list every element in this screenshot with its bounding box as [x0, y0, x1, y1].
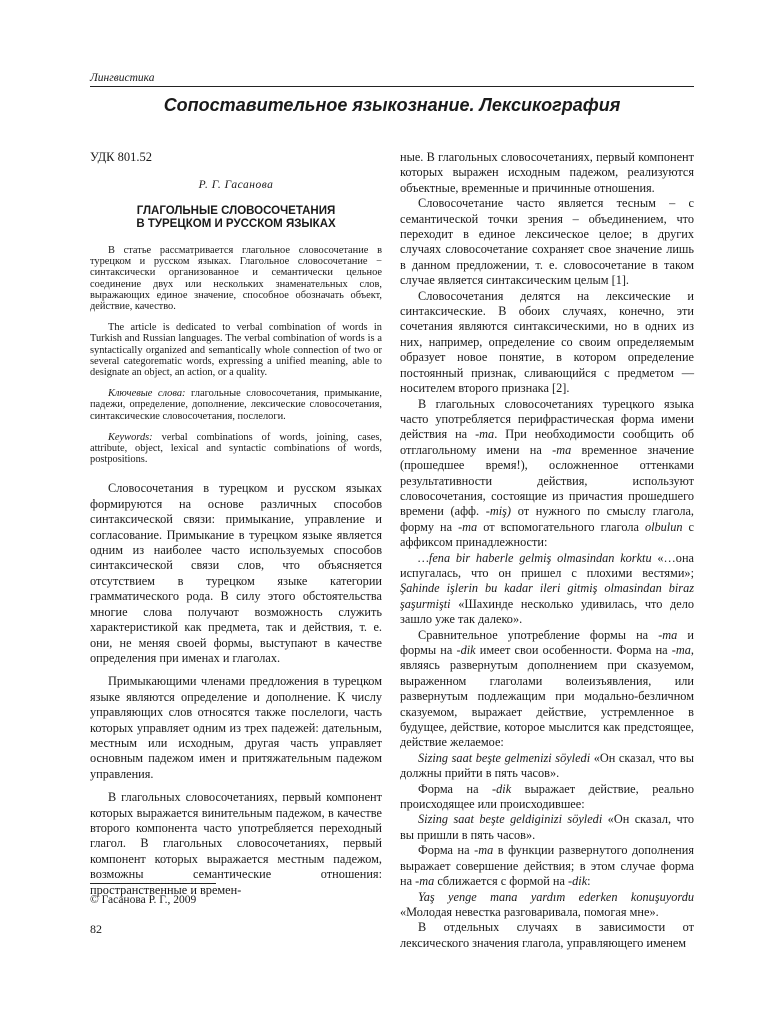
- paragraph: ные. В глагольных словосочетаниях, первый компонент которых выражен исходным падежом, реализуются объектные, временные и причинные отношения.: [400, 150, 694, 195]
- text-run: , являясь развернутым дополнением при сказуемом, выраженном глаголами волеизъявления, или развернутым подлежащим при модально-безличном сказуемом, выражает действие, устремленное в будущее, действие, которое мыслится как предстоящее, действие желаемое:: [400, 643, 694, 750]
- paragraph: Примыкающими членами предложения в турецком языке являются определение и дополнение. К числу управляющих слов относятся также послелоги, часть которых управляет одним из трех падежей: дательным, местным или исходным, другая часть управляет основным падежом имен и притяжательным падежом управления.: [90, 674, 382, 781]
- keywords-ru: [90, 388, 382, 422]
- left-column: [90, 150, 382, 898]
- text-run: в функции развернутого дополнения выражает совершение действия; в этом случае форма на: [400, 843, 694, 889]
- suffix-term: -ma: [415, 874, 435, 889]
- text-run: и формы на: [400, 627, 694, 657]
- text-run: . При необходимости сообщить об отглагольному имени на: [400, 427, 694, 457]
- keywords-en: [90, 432, 382, 466]
- suffix-term: -ma: [474, 843, 494, 858]
- running-head: Лингвистика: [90, 72, 694, 87]
- turkish-example: Sizing saat beşte gelmenizi söyledi: [418, 750, 591, 765]
- article-title-line-1: ГЛАГОЛЬНЫЕ СЛОВОСОЧЕТАНИЯ: [136, 205, 336, 217]
- translation: «…она испугалась, что он пришел с плохими вестями»;: [400, 550, 694, 580]
- paragraph: В отдельных случаях в зависимости от лексического значения глагола, управляющего именем: [400, 920, 694, 950]
- example: [400, 751, 694, 782]
- paragraph: [400, 397, 694, 551]
- translation: «Молодая невестка разговаривала, помогая мне».: [400, 904, 659, 919]
- paragraph: [400, 782, 694, 813]
- suffix-term: -ma: [671, 643, 691, 657]
- turkish-example: Şahinde işlerin bu kadar ileri gitmiş olmasindan biraz şaşurmişti: [400, 581, 694, 611]
- text-run: сближается с формой на: [434, 874, 569, 889]
- text-run: выражает действие, реально происходящее или происходившее:: [400, 781, 695, 812]
- keywords-en-label: Keywords:: [108, 431, 153, 443]
- text-run: Форма на: [418, 781, 493, 796]
- suffix-term: -ma: [458, 519, 478, 534]
- abstract-ru: В статье рассматривается глагольное словосочетание в турецком и русском языках. Глагольное словосочетание − синтаксически организованное и семантически цельное соединение двух или нескольких знаменательных слов, выражающих единое значение, способное обозначать объект, действие, качество.: [90, 245, 382, 313]
- example: [400, 812, 694, 843]
- example: [400, 551, 694, 628]
- abstract-en: The article is dedicated to verbal combination of words in Turkish and Russian languages. The verbal combination of words is a syntactically organized and semantically whole connection of two or several categorematic words, expressing a unified meaning, able to designate an object, an action, or a quality.: [90, 322, 382, 379]
- translation: «Шахинде несколько удивилась, что дело зашло уже так далеко».: [400, 596, 694, 627]
- article-title-line-2: В ТУРЕЦКОМ И РУССКОМ ЯЗЫКАХ: [136, 218, 336, 230]
- text-run: имеет свои особенности. Форма на: [475, 643, 672, 657]
- suffix-term: olbulun: [644, 519, 683, 534]
- suffix-term: -ma: [552, 442, 572, 457]
- example: [400, 890, 694, 921]
- translation: «Он сказал, что вы пришли в пять часов».: [400, 812, 694, 842]
- turkish-example: Yaş yenge mana yardım ederken konuşuyordu: [418, 889, 694, 904]
- paragraph: В глагольных словосочетаниях, первый компонент которых выражается винительным падежом, в качестве второго компонента часто употребляется переходный глагол. В глагольных словосочетаниях, первый компонент которых выражается местным падежом, возможны семантические отношения: пространственные и времен-: [90, 790, 382, 897]
- suffix-term: -ma: [475, 427, 495, 442]
- suffix-term: -dik: [492, 781, 512, 796]
- author-name: Р. Г. Гасанова: [198, 179, 274, 191]
- text-run: временное значение (прошедшее время!), осложненное оттенками результативности действия, используют словосочетания, состоящие из причастия прошедшего времени (афф.: [400, 442, 694, 519]
- paragraph: [400, 843, 694, 889]
- keywords-ru-label: Ключевые слова:: [108, 388, 186, 400]
- left-body-text: [90, 481, 382, 898]
- keywords-ru-text: глагольные словосочетания, примыкание, падежи, определение, дополнение, лексические словосочетания, синтаксические словосочетания, послелоги.: [90, 388, 382, 422]
- text-run: с аффиксом принадлежности:: [400, 519, 694, 550]
- text-run: от вспомогательного глагола: [477, 519, 645, 534]
- keywords-en-text: verbal combinations of words, joining, cases, attribute, object, lexical and syntactic combinations of words, postpositions.: [90, 431, 382, 466]
- translation: «Он сказал, что вы должны прийти в пять часов».: [400, 750, 694, 781]
- suffix-term: -dik: [456, 643, 476, 657]
- text-run: от нужного по смыслу глагола, форму на: [400, 504, 694, 534]
- suffix-term: -ma: [658, 627, 678, 642]
- right-column: [400, 150, 694, 951]
- article-title: [90, 205, 382, 231]
- page-number: 82: [90, 922, 102, 936]
- footnote-divider: [90, 883, 216, 884]
- copyright-footnote: © Гасанова Р. Г., 2009: [90, 894, 197, 906]
- suffix-term: -miş): [485, 504, 512, 519]
- text-run: :: [587, 874, 591, 889]
- paragraph: [400, 628, 694, 751]
- turkish-example: …fena bir haberle gelmiş olmasindan korktu: [418, 550, 652, 565]
- suffix-term: -dik: [568, 874, 588, 889]
- text-run: В глагольных словосочетаниях турецкого языка часто употребляется перифрастическая форма имени действия на: [400, 396, 694, 442]
- text-run: Форма на: [418, 843, 475, 858]
- paragraph: Словосочетания в турецком и русском языках формируются на основе различных способов синтаксической связи: примыкание, управление и согласование. Примыкание в турецком языке является одним из наиболее часто используемых способов синтаксической связи слов, что объясняется отсутствием в турецком языке категории грамматического рода. В силу этого обстоятельства многие слова получают возможность служить характеристикой как предмета, так и действия, т. е. они, не меняя своей формы, выступают в качестве определения при именах и глаголах.: [90, 481, 382, 665]
- turkish-example: Sizing saat beşte geldiginizi söyledi: [418, 812, 603, 827]
- udk-code: УДК 801.52: [90, 150, 152, 164]
- section-title: Сопоставительное языкознание. Лексикография: [163, 95, 621, 115]
- paragraph: Словосочетание часто является тесным – с семантической точки зрения – объединением, что переходит в единое лексическое целое; в других случаях словосочетание сохраняет свое значение лишь в данном предложении, т. е. словосочетание в таком случае является синтаксическим целым [1].: [400, 196, 694, 288]
- paragraph: Словосочетания делятся на лексические и синтаксические. В обоих случаях, конечно, эти сочетания являются синтаксическими, но в одних из них, например, определение со своим определяемым образует новое понятие, в котором определение постоянный признак, сливающийся с предметом — носителем второго признака [2].: [400, 288, 694, 396]
- text-run: Сравнительное употребление формы на: [418, 627, 659, 642]
